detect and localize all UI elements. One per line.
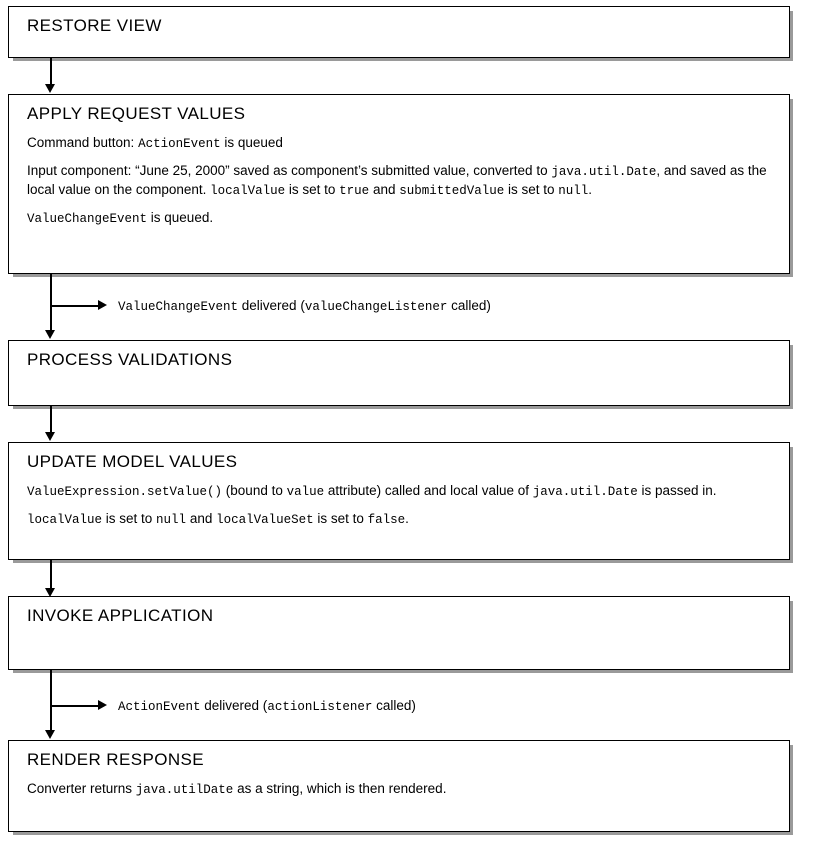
connector-invoke-to-render-arrow <box>45 730 55 739</box>
phase-text-apply-3: ValueChangeEvent is queued. <box>27 210 214 226</box>
phase-title-invoke-application: INVOKE APPLICATION <box>27 606 214 625</box>
phase-title-restore-view: RESTORE VIEW <box>27 16 162 35</box>
phase-box-update-model-values <box>8 442 790 560</box>
connector-apply-to-validations-line <box>50 274 52 332</box>
phase-text-update-2: localValue is set to null and localValueSet is set to false. <box>27 511 409 527</box>
connector-restore-to-apply-arrow <box>45 84 55 93</box>
connector-validations-to-update-arrow <box>45 432 55 441</box>
phase-text-apply-1: Command button: ActionEvent is queued <box>27 135 283 151</box>
phase-title-update-model-values: UPDATE MODEL VALUES <box>27 452 238 471</box>
branch-action-event-line <box>50 705 100 707</box>
branch-action-event-arrow <box>98 700 107 710</box>
phase-box-restore-view <box>8 6 790 58</box>
phase-text-render-1: Converter returns java.utilDate as a string, which is then rendered. <box>27 781 447 797</box>
phase-text-apply-2: Input component: “June 25, 2000” saved as component’s submitted value, converted to java.util.Date, and saved as the local value on the component. localValue is set to true and submittedValue is set to null. <box>27 163 767 198</box>
branch-label-value-change-event: ValueChangeEvent delivered (valueChangeListener called) <box>118 298 491 314</box>
connector-apply-to-validations-arrow <box>45 330 55 339</box>
connector-update-to-invoke-line <box>50 560 52 590</box>
branch-value-change-event-line <box>50 305 100 307</box>
phase-title-apply-request-values: APPLY REQUEST VALUES <box>27 104 246 123</box>
phase-title-render-response: RENDER RESPONSE <box>27 750 204 769</box>
phase-title-process-validations: PROCESS VALIDATIONS <box>27 350 233 369</box>
connector-restore-to-apply-line <box>50 58 52 86</box>
connector-validations-to-update-line <box>50 406 52 434</box>
phase-text-update-1: ValueExpression.setValue() (bound to value attribute) called and local value of java.util.Date is passed in. <box>27 483 717 499</box>
phase-box-render-response <box>8 740 790 832</box>
phase-box-apply-request-values <box>8 94 790 274</box>
connector-invoke-to-render-line <box>50 670 52 732</box>
phase-box-process-validations <box>8 340 790 406</box>
phase-box-invoke-application <box>8 596 790 670</box>
branch-label-action-event: ActionEvent delivered (actionListener called) <box>118 698 416 714</box>
branch-value-change-event-arrow <box>98 300 107 310</box>
